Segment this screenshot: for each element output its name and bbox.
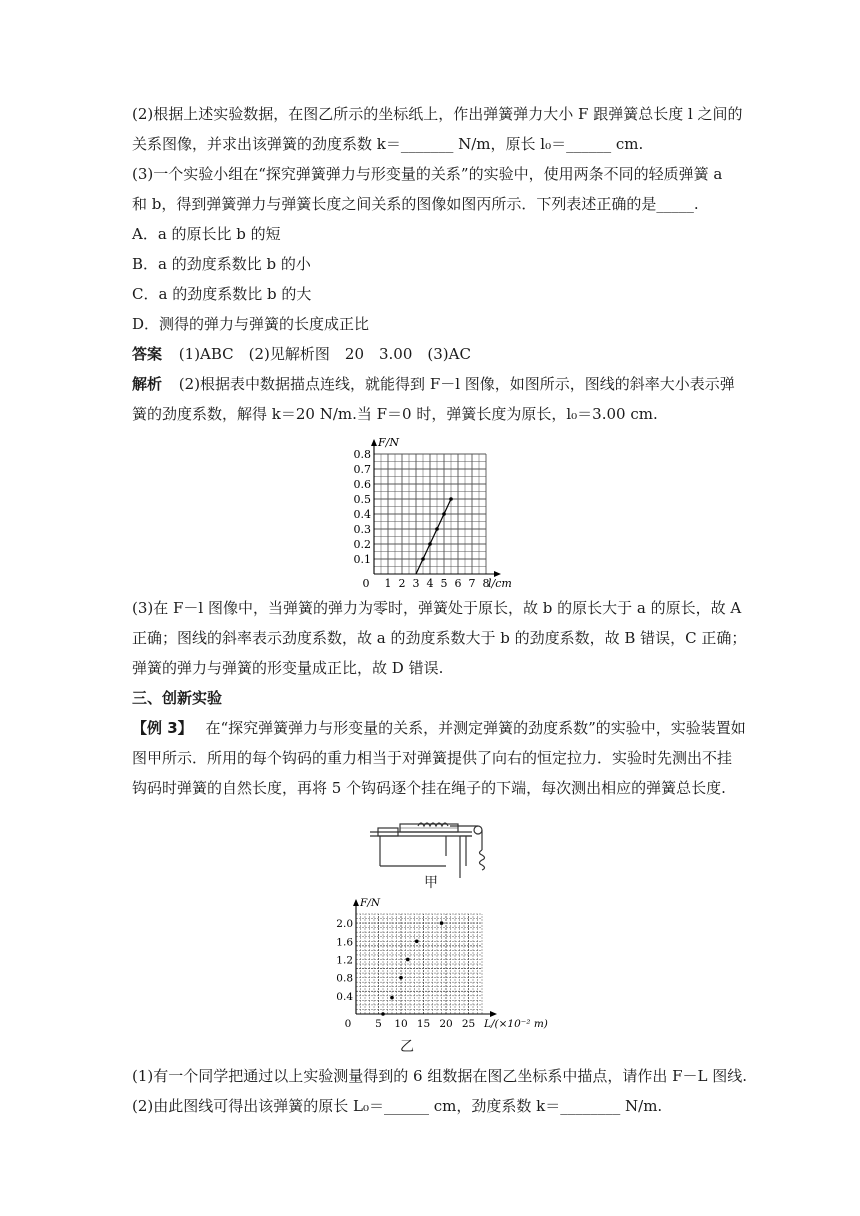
answer-text: (1)ABC (2)见解析图 20 3.00 (3)AC bbox=[178, 345, 471, 363]
y-tick-label: 0.8 bbox=[336, 972, 353, 985]
data-point bbox=[442, 512, 446, 516]
fig-jia-caption: 甲 bbox=[424, 875, 438, 891]
option-d: D．测得的弹力与弹簧的长度成正比 bbox=[132, 315, 370, 333]
data-point bbox=[440, 921, 444, 925]
option-c: C．a 的劲度系数比 b 的大 bbox=[132, 285, 312, 303]
table-diagram bbox=[370, 823, 485, 878]
question-3-line-1: (3)一个实验小组在“探究弹簧弹力与形变量的关系”的实验中，使用两条不同的轻质弹簧 a bbox=[132, 165, 723, 183]
f-l-chart bbox=[340, 428, 520, 588]
data-point bbox=[381, 1012, 385, 1016]
para3-line-2: 正确；图线的斜率表示劲度系数，故 a 的劲度系数大于 b 的劲度系数，故 B 错误，C 正确； bbox=[132, 629, 747, 647]
y-tick-label: 1.6 bbox=[336, 936, 353, 949]
example-text-1: 在“探究弹簧弹力与形变量的关系，并测定弹簧的劲度系数”的实验中，实验装置如 bbox=[205, 719, 746, 737]
x-tick-label: 1 bbox=[384, 577, 392, 590]
x-tick-label: 5 bbox=[375, 1018, 382, 1030]
chart1-marks bbox=[416, 497, 453, 574]
question-b2: (2)由此图线可得出该弹簧的原长 L₀＝______ cm，劲度系数 k＝________ N/m. bbox=[132, 1097, 663, 1115]
x-tick-label: 6 bbox=[454, 577, 462, 590]
chart1-labels bbox=[354, 436, 512, 590]
example-label: 【例 3】 bbox=[132, 719, 193, 737]
y-tick-label: 0.3 bbox=[353, 523, 371, 536]
para3-line-1: (3)在 F－l 图像中，当弹簧的弹力为零时，弹簧处于原长，故 b 的原长大于 a 的原长，故 A bbox=[132, 599, 742, 617]
origin-label: 0 bbox=[362, 577, 370, 590]
example-line-2: 图甲所示．所用的每个钩码的重力相当于对弹簧提供了向右的恒定拉力．实验时先测出不挂 bbox=[132, 749, 733, 767]
question-b1: (1)有一个同学把通过以上实验测量得到的 6 组数据在图乙坐标系中描点，请作出 F－L 图线. bbox=[132, 1067, 748, 1085]
y-tick-label: 2.0 bbox=[336, 918, 353, 931]
y-tick-label: 0.4 bbox=[336, 990, 353, 1003]
data-point bbox=[428, 542, 432, 546]
x-tick-label: 5 bbox=[440, 577, 448, 590]
data-point bbox=[449, 497, 453, 501]
x-tick-label: 3 bbox=[412, 577, 420, 590]
x-tick-label: 8 bbox=[482, 577, 490, 590]
option-a: A．a 的原长比 b 的短 bbox=[132, 225, 281, 243]
y-tick-label: 0.7 bbox=[353, 463, 371, 476]
chart2-axes bbox=[353, 899, 497, 1017]
x-tick-label: 7 bbox=[468, 577, 476, 590]
data-point bbox=[390, 996, 394, 1000]
y-axis-arrow bbox=[371, 439, 377, 446]
x-axis-label: l/cm bbox=[488, 577, 512, 590]
y-axis-label: F/N bbox=[378, 436, 399, 449]
y-axis-label: F/N bbox=[360, 897, 381, 909]
f-L-chart bbox=[326, 894, 548, 1040]
data-point bbox=[435, 527, 439, 531]
x-tick-label: 10 bbox=[394, 1018, 408, 1030]
analysis-line-1 bbox=[132, 374, 735, 394]
data-point bbox=[421, 557, 425, 561]
y-tick-label: 0.6 bbox=[353, 478, 371, 491]
x-axis-arrow bbox=[490, 1011, 497, 1017]
chart1-axes bbox=[371, 439, 501, 577]
y-tick-label: 0.5 bbox=[353, 493, 371, 506]
section-title: 三、创新实验 bbox=[132, 689, 223, 707]
chart1-grid bbox=[374, 454, 486, 574]
y-axis-arrow bbox=[353, 899, 359, 906]
analysis-text-1: (2)根据表中数据描点连线，就能得到 F－l 图像，如图所示，图线的斜率大小表示弹 bbox=[178, 375, 735, 393]
y-tick-label: 0.4 bbox=[353, 508, 371, 521]
y-tick-label: 0.2 bbox=[353, 538, 371, 551]
chart2-labels bbox=[336, 897, 548, 1030]
y-tick-label: 0.8 bbox=[353, 448, 371, 461]
example-line-3: 钩码时弹簧的自然长度，再将 5 个钩码逐个挂在绳子的下端，每次测出相应的弹簧总长度. bbox=[132, 779, 726, 797]
x-tick-label: 15 bbox=[416, 1018, 431, 1030]
answer-line bbox=[132, 344, 471, 364]
analysis-line-2: 簧的劲度系数，解得 k＝20 N/m.当 F＝0 时，弹簧长度为原长，l₀＝3.00 cm. bbox=[132, 405, 658, 423]
answer-label: 答案 bbox=[132, 345, 163, 363]
origin-label: 0 bbox=[344, 1018, 352, 1030]
example-line-1 bbox=[132, 718, 746, 738]
x-tick-label: 25 bbox=[461, 1018, 476, 1030]
data-point bbox=[415, 939, 419, 943]
x-tick-label: 2 bbox=[398, 577, 406, 590]
y-tick-label: 1.2 bbox=[336, 954, 353, 967]
option-b: B．a 的劲度系数比 b 的小 bbox=[132, 255, 311, 273]
para3-line-3: 弹簧的弹力与弹簧的形变量成正比，故 D 错误. bbox=[132, 659, 444, 677]
question-2-line-1: (2)根据上述实验数据，在图乙所示的坐标纸上，作出弹簧弹力大小 F 跟弹簧总长度 l 之间的 bbox=[132, 105, 743, 123]
chart2-caption: 乙 bbox=[400, 1039, 414, 1055]
x-axis-label: L/(×10⁻² m) bbox=[484, 1018, 548, 1030]
x-tick-label: 20 bbox=[439, 1018, 453, 1030]
y-tick-label: 0.1 bbox=[353, 553, 371, 566]
chart2-grid bbox=[356, 914, 482, 1014]
data-point bbox=[406, 958, 410, 962]
question-3-line-2: 和 b，得到弹簧弹力与弹簧长度之间关系的图像如图丙所示．下列表述正确的是_____. bbox=[132, 195, 699, 213]
question-2-line-2: 关系图像，并求出该弹簧的劲度系数 k＝_______ N/m，原长 l₀＝______ cm. bbox=[132, 135, 644, 153]
analysis-label: 解析 bbox=[132, 375, 163, 393]
x-tick-label: 4 bbox=[426, 577, 434, 590]
data-point bbox=[399, 976, 403, 980]
